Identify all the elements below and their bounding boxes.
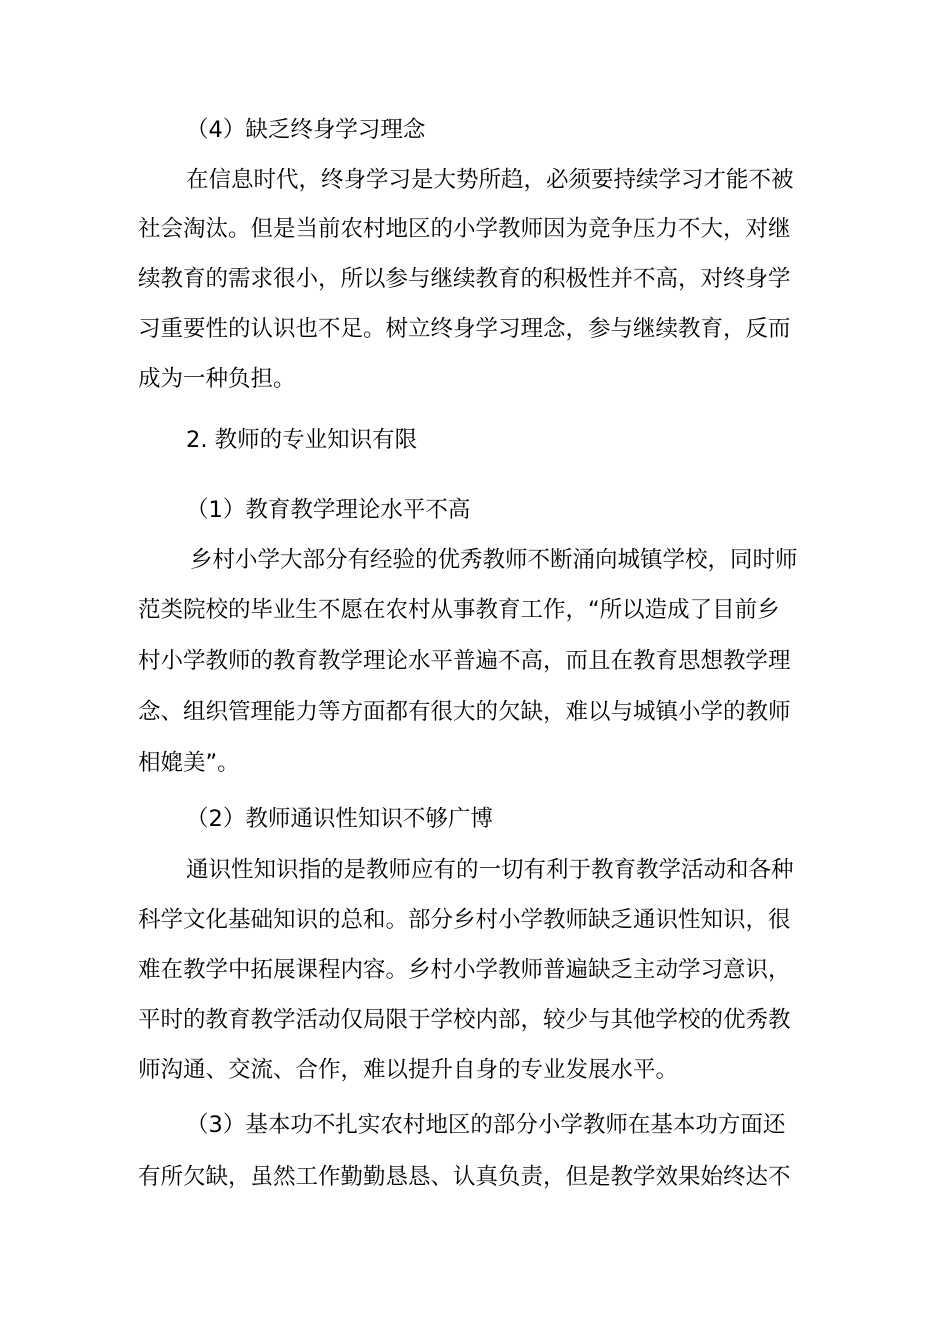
paragraph-line: 村小学教师的教育教学理论水平普遍不高，而且在教育思想教学理	[138, 648, 791, 674]
paragraph-line: （3）基本功不扎实农村地区的部分小学教师在基本功方面还	[186, 1112, 786, 1138]
paragraph-line: 科学文化基础知识的总和。部分乡村小学教师缺乏通识性知识，很	[138, 907, 791, 933]
paragraph-line: 通识性知识指的是教师应有的一切有利于教育教学活动和各种	[186, 857, 794, 883]
section-heading-1: （1）教育教学理论水平不高	[186, 497, 471, 523]
paragraph-line: 乡村小学大部分有经验的优秀教师不断涌向城镇学校，同时师	[190, 547, 798, 573]
paragraph-line: 社会淘汰。但是当前农村地区的小学教师因为竞争压力不大，对继	[138, 216, 791, 242]
paragraph-line: 师沟通、交流、合作，难以提升自身的专业发展水平。	[138, 1057, 679, 1083]
paragraph-line: 续教育的需求很小，所以参与继续教育的积极性并不高，对终身学	[138, 266, 791, 292]
paragraph-line: 相媲美”。	[138, 750, 240, 776]
paragraph-line: 念、组织管理能力等方面都有很大的欠缺，难以与城镇小学的教师	[138, 699, 791, 725]
section-heading-2: 2. 教师的专业知识有限	[186, 427, 418, 453]
paragraph-line: 难在教学中拓展课程内容。乡村小学教师普遍缺乏主动学习意识，	[138, 957, 791, 983]
paragraph-line: 在信息时代，终身学习是大势所趋，必须要持续学习才能不被	[186, 167, 794, 193]
section-heading-2b: （2）教师通识性知识不够广博	[186, 806, 493, 832]
paragraph-line: 范类院校的毕业生不愿在农村从事教育工作，“所以造成了目前乡	[138, 597, 780, 623]
paragraph-line: 有所欠缺，虽然工作勤勤恳恳、认真负责，但是教学效果始终达不	[138, 1164, 791, 1190]
paragraph-line: 成为一种负担。	[138, 366, 296, 392]
paragraph-line: 平时的教育教学活动仅局限于学校内部，较少与其他学校的优秀教	[138, 1007, 791, 1033]
paragraph-line: 习重要性的认识也不足。树立终身学习理念，参与继续教育，反而	[138, 316, 791, 342]
section-heading-4: （4）缺乏终身学习理念	[186, 117, 426, 143]
